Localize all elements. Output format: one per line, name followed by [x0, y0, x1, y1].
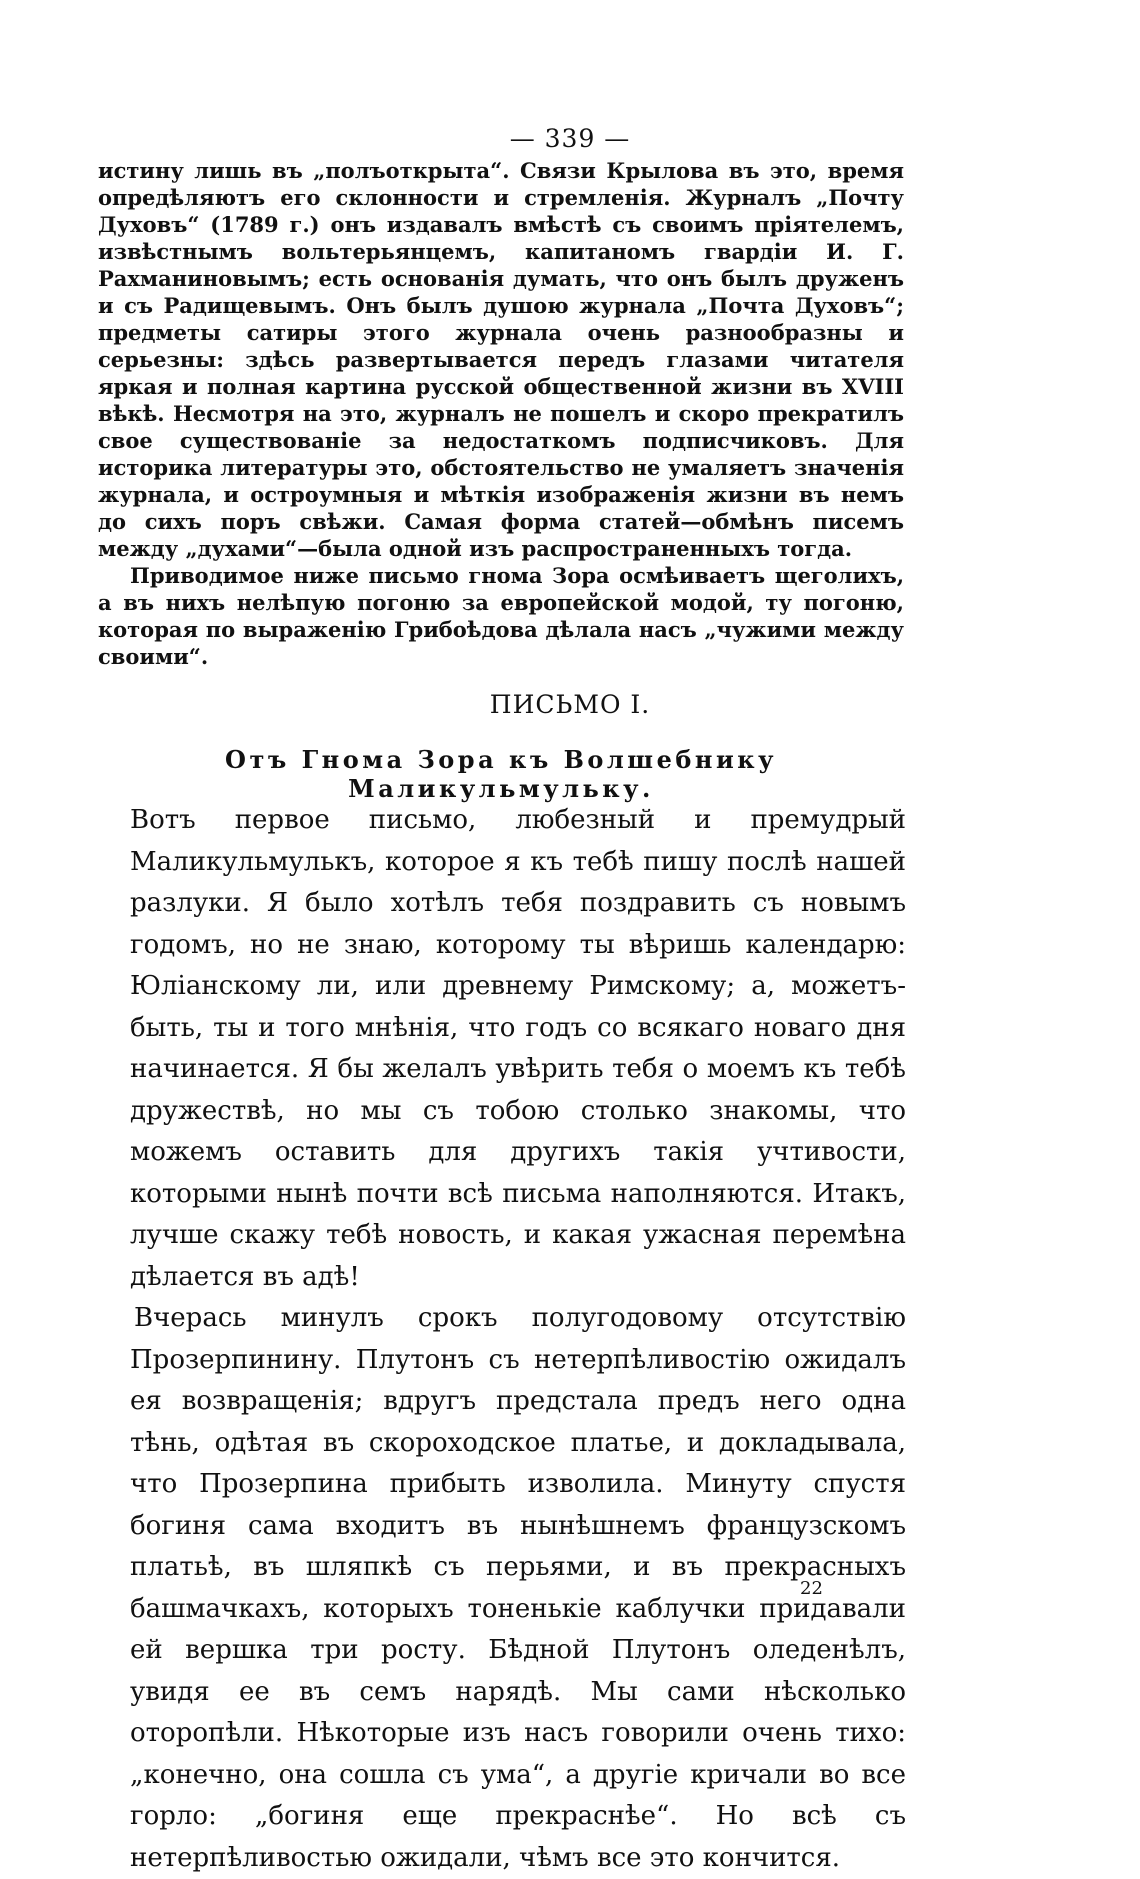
- printer-signature-mark: 22: [800, 1578, 823, 1599]
- letter-body: [130, 800, 906, 1879]
- letter-subheading: Отъ Гнома Зора къ Волшебнику Маликульмульку.: [225, 745, 777, 803]
- page-number: — 339 —: [509, 124, 631, 153]
- letter-paragraph: Вотъ первое письмо, любезный и премудрый Маликульмулькъ, которое я къ тебѣ пишу послѣ нашей разлуки. Я было хотѣлъ тебя поздравить съ новымъ годомъ, но не знаю, которому ты вѣришь календарю: Юліанскому ли, или древнему Римскому; а, можетъ-быть, ты и того мнѣнія, что годъ со всякаго новаго дня начинается. Я бы желалъ увѣрить тебя о моемъ къ тебѣ дружествѣ, но мы съ тобою столько знакомы, что можемъ оставить для другихъ такія учтивости, которыми нынѣ почти всѣ письма наполняются. Итакъ, лучше скажу тебѣ новость, и какая ужасная перемѣна дѣлается въ адѣ!: [130, 805, 906, 1292]
- letter-paragraph: Вчерась минулъ срокъ полугодовому отсутствію Прозерпинину. Плутонъ съ нетерпѣливостію ожидалъ ея возвращенія; вдругъ предстала предъ него одна тѣнь, одѣтая въ скороходское платье, и докладывала, что Прозерпина прибыть изволила. Минуту спустя богиня сама входитъ въ нынѣшнемъ французскомъ платьѣ, въ шляпкѣ съ перьями, и въ прекрасныхъ башмачкахъ, которыхъ тоненькіе каблучки придавали ей вершка три росту. Бѣдной Плутонъ оледенѣлъ, увидя ее въ семъ нарядѣ. Мы сами нѣсколько оторопѣли. Нѣкоторые изъ насъ говорили очень тихо: „конечно, она сошла съ ума“, а другіе кричали во все горло: „богиня еще прекраснѣе“. Но всѣ съ нетерпѣливостью ожидали, чѣмъ все это кончится.: [130, 1303, 906, 1873]
- intro-paragraph: Приводимое ниже письмо гнома Зора осмѣиваетъ щеголихъ, а въ нихъ нелѣпую погоню за европейской модой, ту погоню, которая по выраженію Грибоѣдова дѣлала насъ „чужими между своими“.: [98, 563, 904, 669]
- letter-heading: ПИСЬМО I.: [489, 690, 651, 719]
- intro-section: [98, 157, 904, 670]
- intro-paragraph: истину лишь въ „полъоткрыта“. Связи Крылова въ это, время опредѣляютъ его склонности и стремленія. Журналъ „Почту Духовъ“ (1789 г.) онъ издавалъ вмѣстѣ съ своимъ пріятелемъ, извѣстнымъ вольтерьянцемъ, капитаномъ гвардіи И. Г. Рахманиновымъ; есть основанія думать, что онъ былъ друженъ и съ Радищевымъ. Онъ былъ душою журнала „Почта Духовъ“; предметы сатиры этого журнала очень разнообразны и серьезны: здѣсь развертывается передъ глазами читателя яркая и полная картина русской общественной жизни въ XVIII вѣкѣ. Несмотря на это, журналъ не пошелъ и скоро прекратилъ свое существованіе за недостаткомъ подписчиковъ. Для историка литературы это, обстоятельство не умаляетъ значенія журнала, и остроумныя и мѣткія изображенія жизни въ немъ до сихъ поръ свѣжи. Самая форма статей—обмѣнъ писемъ между „духами“—была одной изъ распространенныхъ тогда.: [98, 158, 904, 561]
